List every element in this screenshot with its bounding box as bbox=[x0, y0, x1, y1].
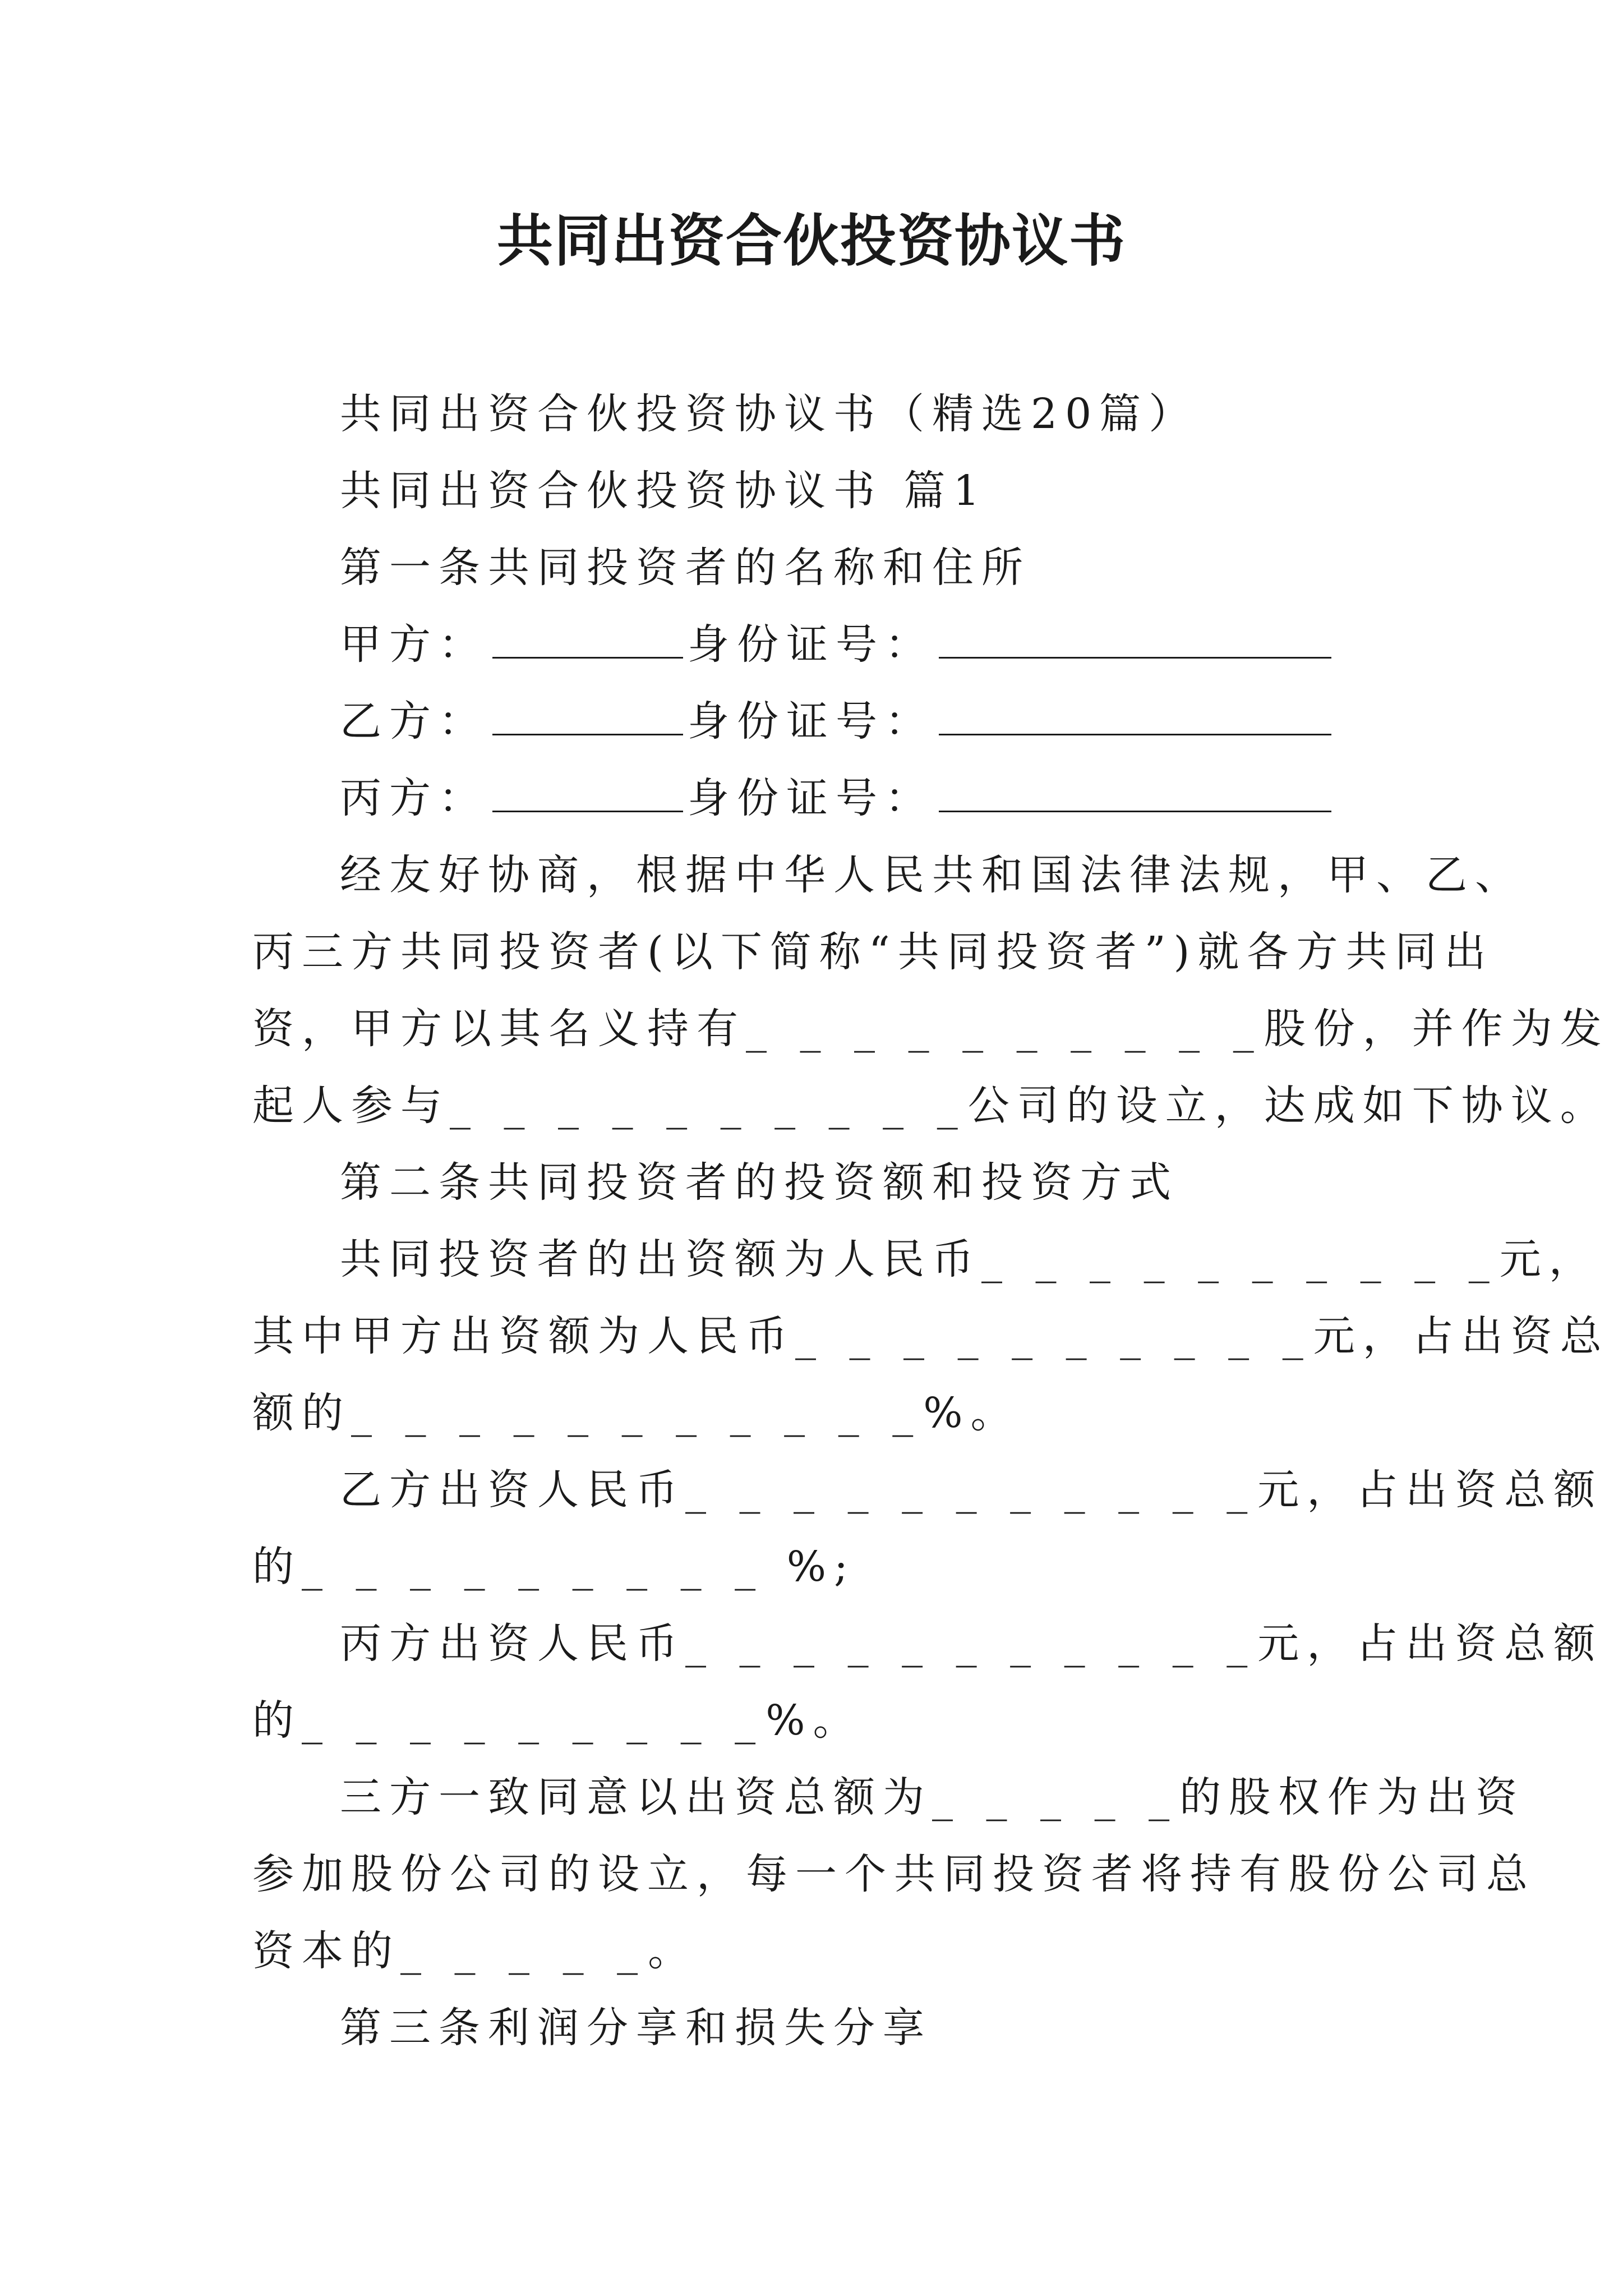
amount-line-2 bbox=[252, 1298, 1610, 1375]
three-party-text-b: 的股权作为出资 bbox=[1179, 1773, 1525, 1821]
amount-line-2-text-b: 元，占出资总 bbox=[1313, 1312, 1610, 1360]
party-b-percent-blank: _ _ _ _ _ _ _ _ _ bbox=[302, 1543, 766, 1591]
party-c-name-blank bbox=[492, 775, 683, 812]
amount-line-3 bbox=[252, 1375, 1391, 1452]
three-party-line-3 bbox=[252, 1913, 1391, 1990]
three-party-line-3-text-b: 。 bbox=[648, 1927, 698, 1975]
company-blank: _ _ _ _ _ _ _ _ _ _ bbox=[450, 1082, 968, 1130]
total-amount-blank: _ _ _ _ _ _ _ _ _ _ bbox=[981, 1235, 1500, 1283]
party-c-amount-line-2 bbox=[252, 1682, 1391, 1759]
party-b-percent-text-b: %; bbox=[766, 1543, 856, 1591]
party-b-id-label: 身份证号： bbox=[688, 697, 934, 746]
section-heading: 共同出资合伙投资协议书 篇1 bbox=[340, 467, 988, 515]
party-b-amount-line-2 bbox=[252, 1529, 1391, 1605]
party-c-id-blank bbox=[939, 775, 1331, 812]
intro-line-3-text-b: 股份，并作为发 bbox=[1264, 1005, 1610, 1053]
amount-line-1-text-a: 共同投资者的出资额为人民币 bbox=[340, 1235, 981, 1283]
party-c-amount-text-a: 丙方出资人民币 bbox=[340, 1619, 685, 1668]
subtitle: 共同出资合伙投资协议书（精选20篇） bbox=[340, 390, 1198, 438]
party-c-line bbox=[252, 760, 1391, 837]
party-b-amount-blank: _ _ _ _ _ _ _ _ _ _ _ bbox=[685, 1466, 1258, 1514]
party-b-amount-text-b: 元，占出资总额 bbox=[1257, 1466, 1603, 1514]
share-blank: _ _ _ _ _ _ _ _ _ _ bbox=[746, 1005, 1264, 1053]
document-body bbox=[252, 376, 1610, 2067]
party-a-id-blank bbox=[939, 621, 1331, 659]
three-party-text-a: 三方一致同意以出资总额为 bbox=[340, 1773, 932, 1821]
party-c-percent-text-a: 的 bbox=[252, 1696, 302, 1745]
intro-line-1: 经友好协商，根据中华人民共和国法律法规，甲、乙、 bbox=[340, 851, 1524, 899]
capital-share-blank: _ _ _ _ _ bbox=[400, 1927, 648, 1975]
three-party-line-3-text-a: 资本的 bbox=[252, 1927, 400, 1975]
party-c-amount-blank: _ _ _ _ _ _ _ _ _ _ _ bbox=[685, 1619, 1258, 1668]
amount-line-2-text-a: 其中甲方出资额为人民币 bbox=[252, 1312, 795, 1360]
intro-line-2: 丙三方共同投资者(以下简称“共同投资者”)就各方共同出 bbox=[252, 928, 1494, 976]
party-a-percent-blank: _ _ _ _ _ _ _ _ _ _ _ bbox=[351, 1389, 924, 1437]
intro-line-4-text-b: 公司的设立，达成如下协议。 bbox=[967, 1082, 1610, 1130]
party-c-amount-line-1 bbox=[252, 1605, 1603, 1682]
party-a-amount-blank: _ _ _ _ _ _ _ _ _ _ bbox=[795, 1312, 1313, 1360]
intro-line-3 bbox=[252, 991, 1610, 1068]
three-party-line-1 bbox=[252, 1759, 1525, 1836]
party-a-line bbox=[252, 606, 1391, 683]
party-c-percent-blank: _ _ _ _ _ _ _ _ _ bbox=[302, 1696, 766, 1745]
party-c-id-label: 身份证号： bbox=[688, 774, 934, 822]
party-c-label: 丙方： bbox=[340, 774, 488, 822]
party-b-id-blank bbox=[939, 698, 1331, 735]
party-b-name-blank bbox=[492, 698, 683, 735]
three-party-line-2: 参加股份公司的设立，每一个共同投资者将持有股份公司总 bbox=[252, 1850, 1536, 1898]
party-b-line bbox=[252, 683, 1391, 760]
party-c-percent-text-b: %。 bbox=[766, 1696, 863, 1745]
party-b-label: 乙方： bbox=[340, 697, 488, 746]
document-title: 共同出资合伙投资协议书 bbox=[497, 208, 1126, 274]
article3-heading: 第三条利润分享和损失分享 bbox=[340, 2004, 932, 2052]
party-b-percent-text-a: 的 bbox=[252, 1543, 302, 1591]
intro-line-3-text-a: 资，甲方以其名义持有 bbox=[252, 1005, 746, 1053]
party-b-amount-line-1 bbox=[252, 1452, 1603, 1529]
party-b-amount-text-a: 乙方出资人民币 bbox=[340, 1466, 685, 1514]
article2-heading: 第二条共同投资者的投资额和投资方式 bbox=[340, 1158, 1179, 1207]
amount-line-3-text-b: %。 bbox=[923, 1389, 1020, 1437]
amount-line-1 bbox=[252, 1221, 1598, 1298]
party-a-label: 甲方： bbox=[340, 620, 488, 669]
party-a-id-label: 身份证号： bbox=[688, 620, 934, 669]
intro-line-4-text-a: 起人参与 bbox=[252, 1082, 450, 1130]
amount-line-1-text-b: 元， bbox=[1499, 1235, 1598, 1283]
equity-blank: _ _ _ _ _ bbox=[932, 1773, 1180, 1821]
party-c-amount-text-b: 元，占出资总额 bbox=[1257, 1619, 1603, 1668]
party-a-name-blank bbox=[492, 621, 683, 659]
amount-line-3-text-a: 额的 bbox=[252, 1389, 351, 1437]
article1-heading: 第一条共同投资者的名称和住所 bbox=[340, 544, 1031, 592]
intro-line-4 bbox=[252, 1068, 1610, 1144]
